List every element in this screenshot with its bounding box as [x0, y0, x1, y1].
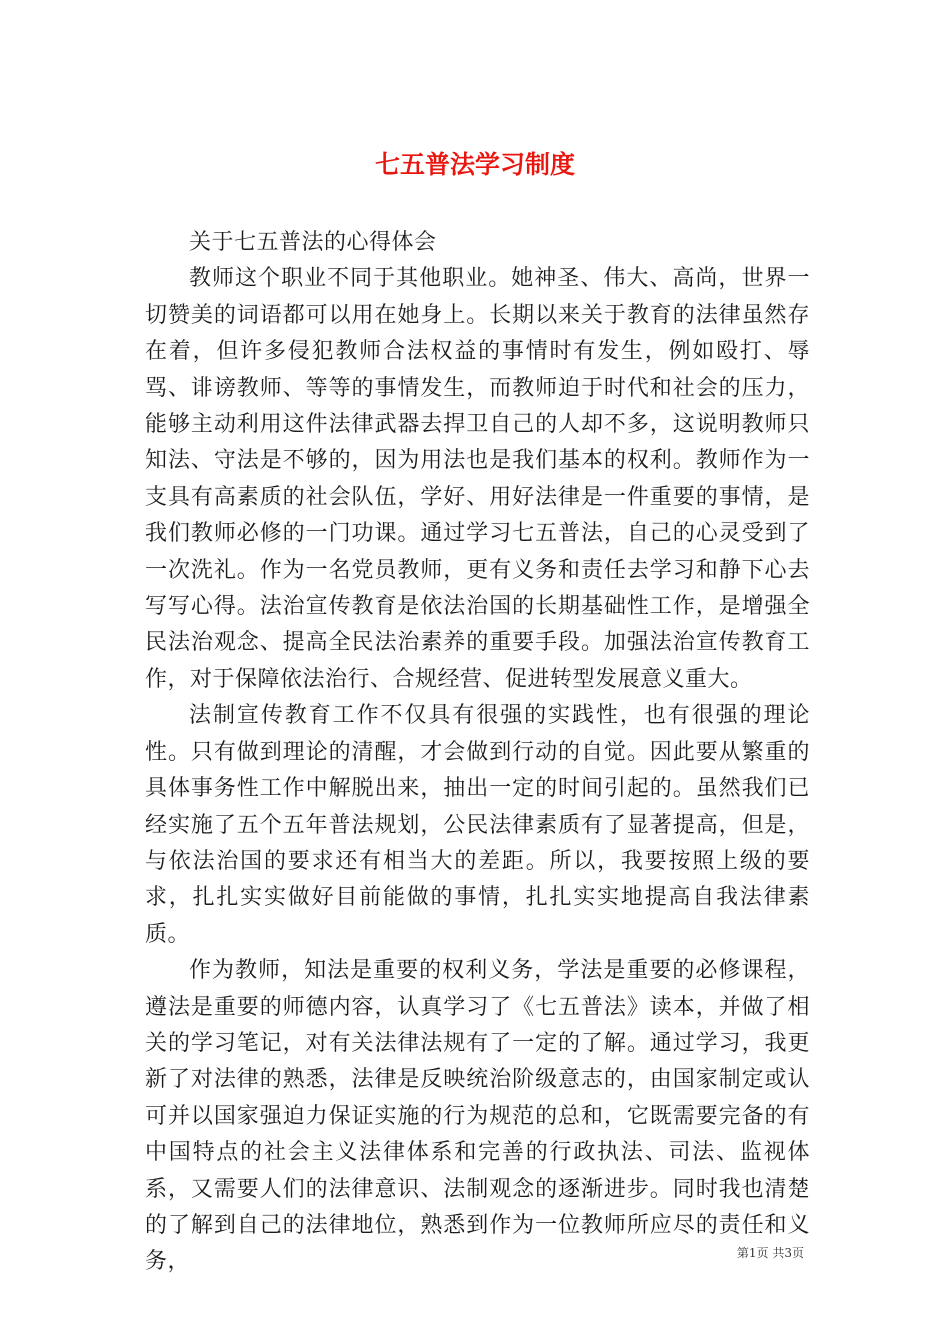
paragraph-1: 教师这个职业不同于其他职业。她神圣、伟大、高尚，世界一切赞美的词语都可以用在她身上。长期以来关于教育的法律虽然存在着，但许多侵犯教师合法权益的事情时有发生，例如殴打、辱骂、诽谤教师、等等的事情发生，而教师迫于时代和社会的压力，能够主动利用这件法律武器去捍卫自己的人却不多，这说明教师只知法、守法是不够的，因为用法也是我们基本的权利。教师作为一支具有高素质的社会队伍，学好、用好法律是一件重要的事情，是我们教师必修的一门功课。通过学习七五普法，自己的心灵受到了一次洗礼。作为一名党员教师，更有义务和责任去学习和静下心去写写心得。法治宣传教育是依法治国的长期基础性工作，是增强全民法治观念、提高全民法治素养的重要手段。加强法治宣传教育工作，对于保障依法治行、合规经营、促进转型发展意义重大。: [145, 266, 810, 692]
page-number-footer: 第1页 共3页: [736, 1246, 804, 1260]
document-title: 七五普法学习制度: [374, 149, 575, 179]
document-body: [145, 225, 810, 1281]
paragraph-3: 作为教师，知法是重要的权利义务，学法是重要的必修课程，遵法是重要的师德内容，认真学习了《七五普法》读本，并做了相关的学习笔记，对有关法律法规有了一定的了解。通过学习，我更新了对法律的熟悉，法律是反映统治阶级意志的，由国家制定或认可并以国家强迫力保证实施的行为规范的总和，它既需要完备的有中国特点的社会主义法律体系和完善的行政执法、司法、监视体系，又需要人们的法律意识、法制观念的逐渐进步。同时我也清楚的了解到自己的法律地位，熟悉到作为一位教师所应尽的责任和义务，: [145, 958, 810, 1275]
section-heading: 关于七五普法的心得体会: [189, 230, 437, 255]
paragraph-2: 法制宣传教育工作不仅具有很强的实践性，也有很强的理论性。只有做到理论的清醒，才会做到行动的自觉。因此要从繁重的具体事务性工作中解脱出来，抽出一定的时间引起的。虽然我们已经实施了五个五年普法规划，公民法律素质有了显著提高，但是，与依法治国的要求还有相当大的差距。所以，我要按照上级的要求，扎扎实实做好目前能做的事情，扎扎实实地提高自我法律素质。: [145, 703, 810, 947]
